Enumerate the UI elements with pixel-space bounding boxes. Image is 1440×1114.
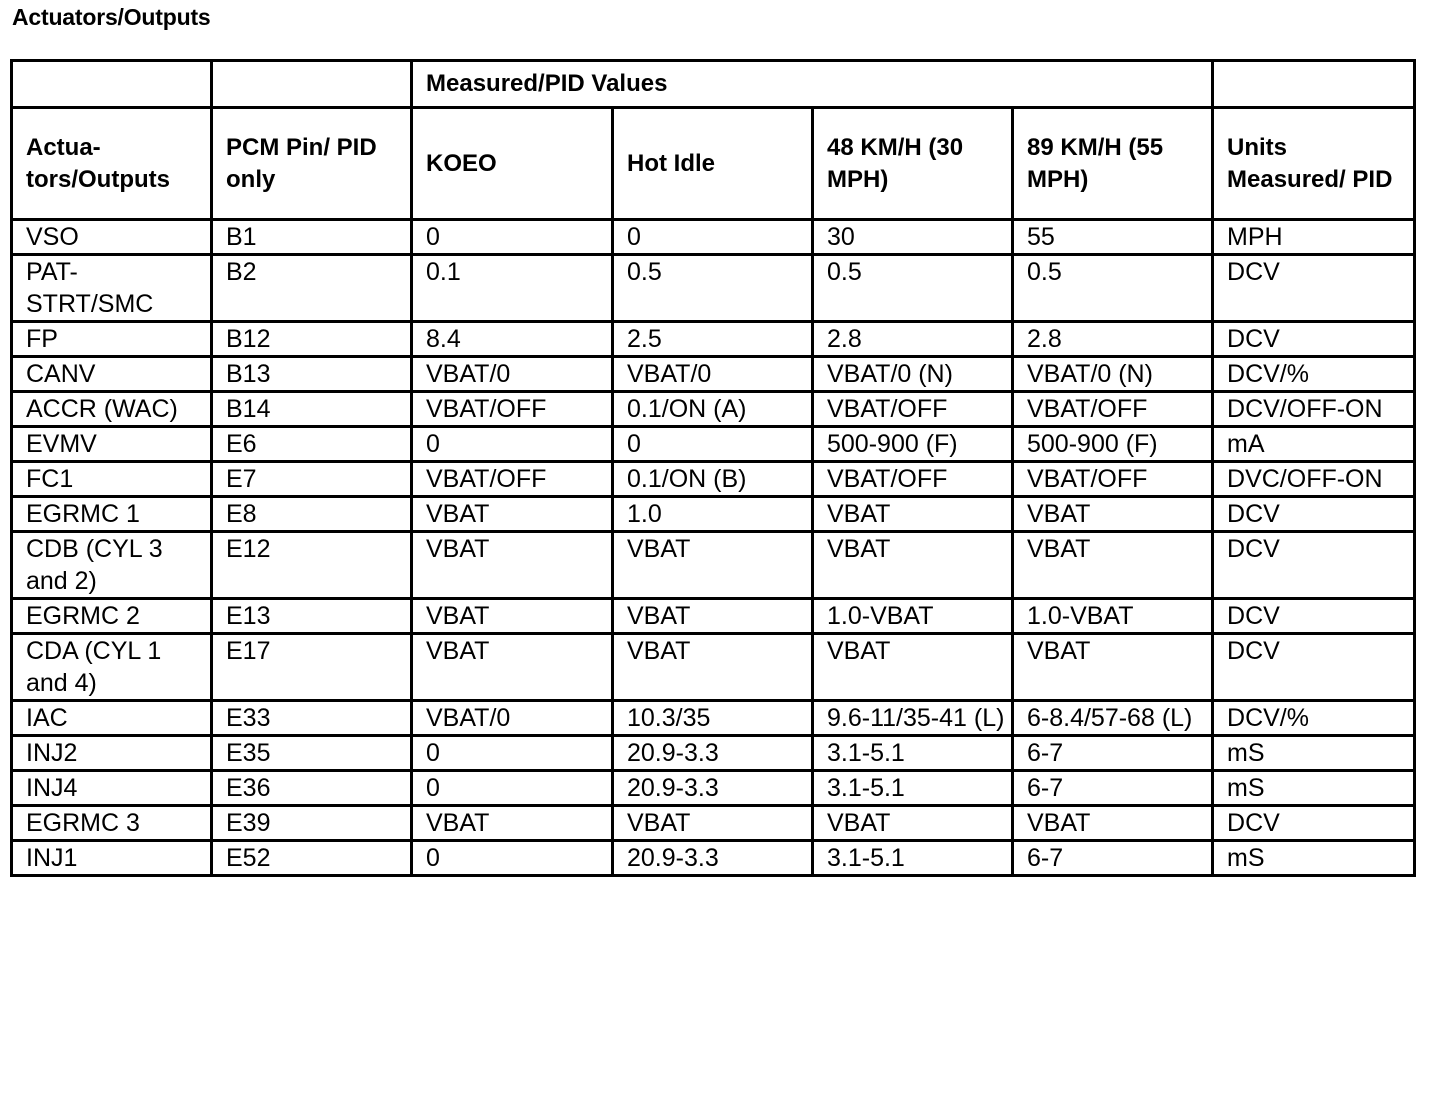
hot-idle-cell: VBAT	[613, 532, 813, 599]
pcm-pin-cell: E6	[212, 427, 412, 462]
units-cell: DVC/OFF-ON	[1213, 462, 1415, 497]
pcm-pin-cell: E39	[212, 806, 412, 841]
48kmh-cell: 1.0-VBAT	[813, 599, 1013, 634]
table-row	[12, 806, 1415, 841]
actuator-cell: PAT- STRT/SMC	[12, 255, 212, 322]
48kmh-cell: VBAT/OFF	[813, 462, 1013, 497]
units-cell: DCV	[1213, 634, 1415, 701]
table-row	[12, 599, 1415, 634]
48kmh-cell: 0.5	[813, 255, 1013, 322]
pcm-pin-cell: B2	[212, 255, 412, 322]
89kmh-cell: 6-7	[1013, 736, 1213, 771]
units-cell: DCV	[1213, 599, 1415, 634]
89kmh-cell: VBAT	[1013, 532, 1213, 599]
hot-idle-cell: VBAT	[613, 806, 813, 841]
89kmh-cell: 55	[1013, 220, 1213, 255]
89kmh-cell: VBAT	[1013, 806, 1213, 841]
hot-idle-cell: 0	[613, 220, 813, 255]
koeo-cell: VBAT/0	[412, 701, 613, 736]
table-row	[12, 736, 1415, 771]
89kmh-cell: 1.0-VBAT	[1013, 599, 1213, 634]
89kmh-cell: VBAT	[1013, 497, 1213, 532]
89kmh-cell: 2.8	[1013, 322, 1213, 357]
koeo-cell: 8.4	[412, 322, 613, 357]
48kmh-cell: 3.1-5.1	[813, 771, 1013, 806]
table-row	[12, 357, 1415, 392]
units-cell: DCV	[1213, 255, 1415, 322]
actuator-cell: INJ2	[12, 736, 212, 771]
table-row	[12, 322, 1415, 357]
column-header: KOEO	[412, 108, 613, 220]
48kmh-cell: 500-900 (F)	[813, 427, 1013, 462]
header-blank-cell	[212, 61, 412, 108]
header-blank-cell	[1213, 61, 1415, 108]
pcm-pin-cell: B1	[212, 220, 412, 255]
hot-idle-cell: 20.9-3.3	[613, 771, 813, 806]
actuator-cell: FP	[12, 322, 212, 357]
actuator-cell: EGRMC 3	[12, 806, 212, 841]
actuator-cell: EGRMC 2	[12, 599, 212, 634]
page-title: Actuators/Outputs	[12, 4, 211, 30]
actuator-cell: IAC	[12, 701, 212, 736]
89kmh-cell: VBAT	[1013, 634, 1213, 701]
koeo-cell: VBAT	[412, 532, 613, 599]
pcm-pin-cell: E52	[212, 841, 412, 876]
table-row	[12, 771, 1415, 806]
89kmh-cell: VBAT/OFF	[1013, 462, 1213, 497]
hot-idle-cell: 20.9-3.3	[613, 736, 813, 771]
89kmh-cell: 6-8.4/57-68 (L)	[1013, 701, 1213, 736]
actuator-cell: EGRMC 1	[12, 497, 212, 532]
hot-idle-cell: VBAT	[613, 599, 813, 634]
column-header: 48 KM/H (30 MPH)	[813, 108, 1013, 220]
table-row	[12, 255, 1415, 322]
actuator-cell: CANV	[12, 357, 212, 392]
hot-idle-cell: VBAT/0	[613, 357, 813, 392]
units-cell: mA	[1213, 427, 1415, 462]
table-row	[12, 634, 1415, 701]
koeo-cell: VBAT	[412, 634, 613, 701]
units-cell: DCV	[1213, 806, 1415, 841]
actuator-cell: CDA (CYL 1 and 4)	[12, 634, 212, 701]
pcm-pin-cell: E7	[212, 462, 412, 497]
table-row	[12, 220, 1415, 255]
pcm-pin-cell: B14	[212, 392, 412, 427]
48kmh-cell: VBAT	[813, 634, 1013, 701]
89kmh-cell: VBAT/OFF	[1013, 392, 1213, 427]
koeo-cell: 0	[412, 736, 613, 771]
column-header: Hot Idle	[613, 108, 813, 220]
table-row	[12, 462, 1415, 497]
units-cell: mS	[1213, 841, 1415, 876]
units-cell: DCV/%	[1213, 357, 1415, 392]
48kmh-cell: VBAT	[813, 532, 1013, 599]
actuator-cell: EVMV	[12, 427, 212, 462]
koeo-cell: VBAT/OFF	[412, 462, 613, 497]
table-row	[12, 701, 1415, 736]
koeo-cell: 0.1	[412, 255, 613, 322]
48kmh-cell: 2.8	[813, 322, 1013, 357]
table-row	[12, 427, 1415, 462]
header-blank-cell	[12, 61, 212, 108]
hot-idle-cell: 1.0	[613, 497, 813, 532]
actuator-cell: VSO	[12, 220, 212, 255]
hot-idle-cell: 0.1/ON (A)	[613, 392, 813, 427]
koeo-cell: VBAT/0	[412, 357, 613, 392]
pcm-pin-cell: E35	[212, 736, 412, 771]
table-row	[12, 497, 1415, 532]
pcm-pin-cell: E12	[212, 532, 412, 599]
pcm-pin-cell: B12	[212, 322, 412, 357]
units-cell: DCV	[1213, 322, 1415, 357]
pcm-pin-cell: E13	[212, 599, 412, 634]
column-header-row	[12, 108, 1415, 220]
koeo-cell: 0	[412, 427, 613, 462]
89kmh-cell: 0.5	[1013, 255, 1213, 322]
actuator-cell: ACCR (WAC)	[12, 392, 212, 427]
koeo-cell: VBAT	[412, 806, 613, 841]
pcm-pin-cell: E17	[212, 634, 412, 701]
89kmh-cell: 500-900 (F)	[1013, 427, 1213, 462]
actuator-cell: INJ4	[12, 771, 212, 806]
group-header-row	[12, 61, 1415, 108]
89kmh-cell: VBAT/0 (N)	[1013, 357, 1213, 392]
hot-idle-cell: 0.1/ON (B)	[613, 462, 813, 497]
hot-idle-cell: 10.3/35	[613, 701, 813, 736]
89kmh-cell: 6-7	[1013, 771, 1213, 806]
48kmh-cell: 3.1-5.1	[813, 841, 1013, 876]
48kmh-cell: VBAT	[813, 497, 1013, 532]
48kmh-cell: 3.1-5.1	[813, 736, 1013, 771]
89kmh-cell: 6-7	[1013, 841, 1213, 876]
pcm-pin-cell: B13	[212, 357, 412, 392]
units-cell: mS	[1213, 736, 1415, 771]
hot-idle-cell: 0.5	[613, 255, 813, 322]
units-cell: DCV/%	[1213, 701, 1415, 736]
units-cell: mS	[1213, 771, 1415, 806]
actuator-cell: INJ1	[12, 841, 212, 876]
koeo-cell: 0	[412, 841, 613, 876]
48kmh-cell: VBAT/0 (N)	[813, 357, 1013, 392]
koeo-cell: 0	[412, 220, 613, 255]
48kmh-cell: VBAT/OFF	[813, 392, 1013, 427]
units-cell: DCV/OFF-ON	[1213, 392, 1415, 427]
hot-idle-cell: VBAT	[613, 634, 813, 701]
units-cell: MPH	[1213, 220, 1415, 255]
table-body	[12, 220, 1415, 876]
koeo-cell: 0	[412, 771, 613, 806]
measured-pid-values-header: Measured/PID Values	[412, 61, 1213, 108]
koeo-cell: VBAT	[412, 497, 613, 532]
pcm-pin-cell: E36	[212, 771, 412, 806]
48kmh-cell: VBAT	[813, 806, 1013, 841]
column-header: Units Measured/ PID	[1213, 108, 1415, 220]
table-row	[12, 841, 1415, 876]
48kmh-cell: 9.6-11/35-41 (L)	[813, 701, 1013, 736]
koeo-cell: VBAT/OFF	[412, 392, 613, 427]
units-cell: DCV	[1213, 497, 1415, 532]
48kmh-cell: 30	[813, 220, 1013, 255]
actuator-cell: CDB (CYL 3 and 2)	[12, 532, 212, 599]
koeo-cell: VBAT	[412, 599, 613, 634]
column-header: 89 KM/H (55 MPH)	[1013, 108, 1213, 220]
pcm-pin-cell: E8	[212, 497, 412, 532]
hot-idle-cell: 2.5	[613, 322, 813, 357]
actuator-cell: FC1	[12, 462, 212, 497]
table-row	[12, 532, 1415, 599]
actuators-outputs-table	[10, 59, 1416, 877]
units-cell: DCV	[1213, 532, 1415, 599]
table-row	[12, 392, 1415, 427]
column-header: PCM Pin/ PID only	[212, 108, 412, 220]
column-header: Actua- tors/Outputs	[12, 108, 212, 220]
pcm-pin-cell: E33	[212, 701, 412, 736]
hot-idle-cell: 20.9-3.3	[613, 841, 813, 876]
hot-idle-cell: 0	[613, 427, 813, 462]
